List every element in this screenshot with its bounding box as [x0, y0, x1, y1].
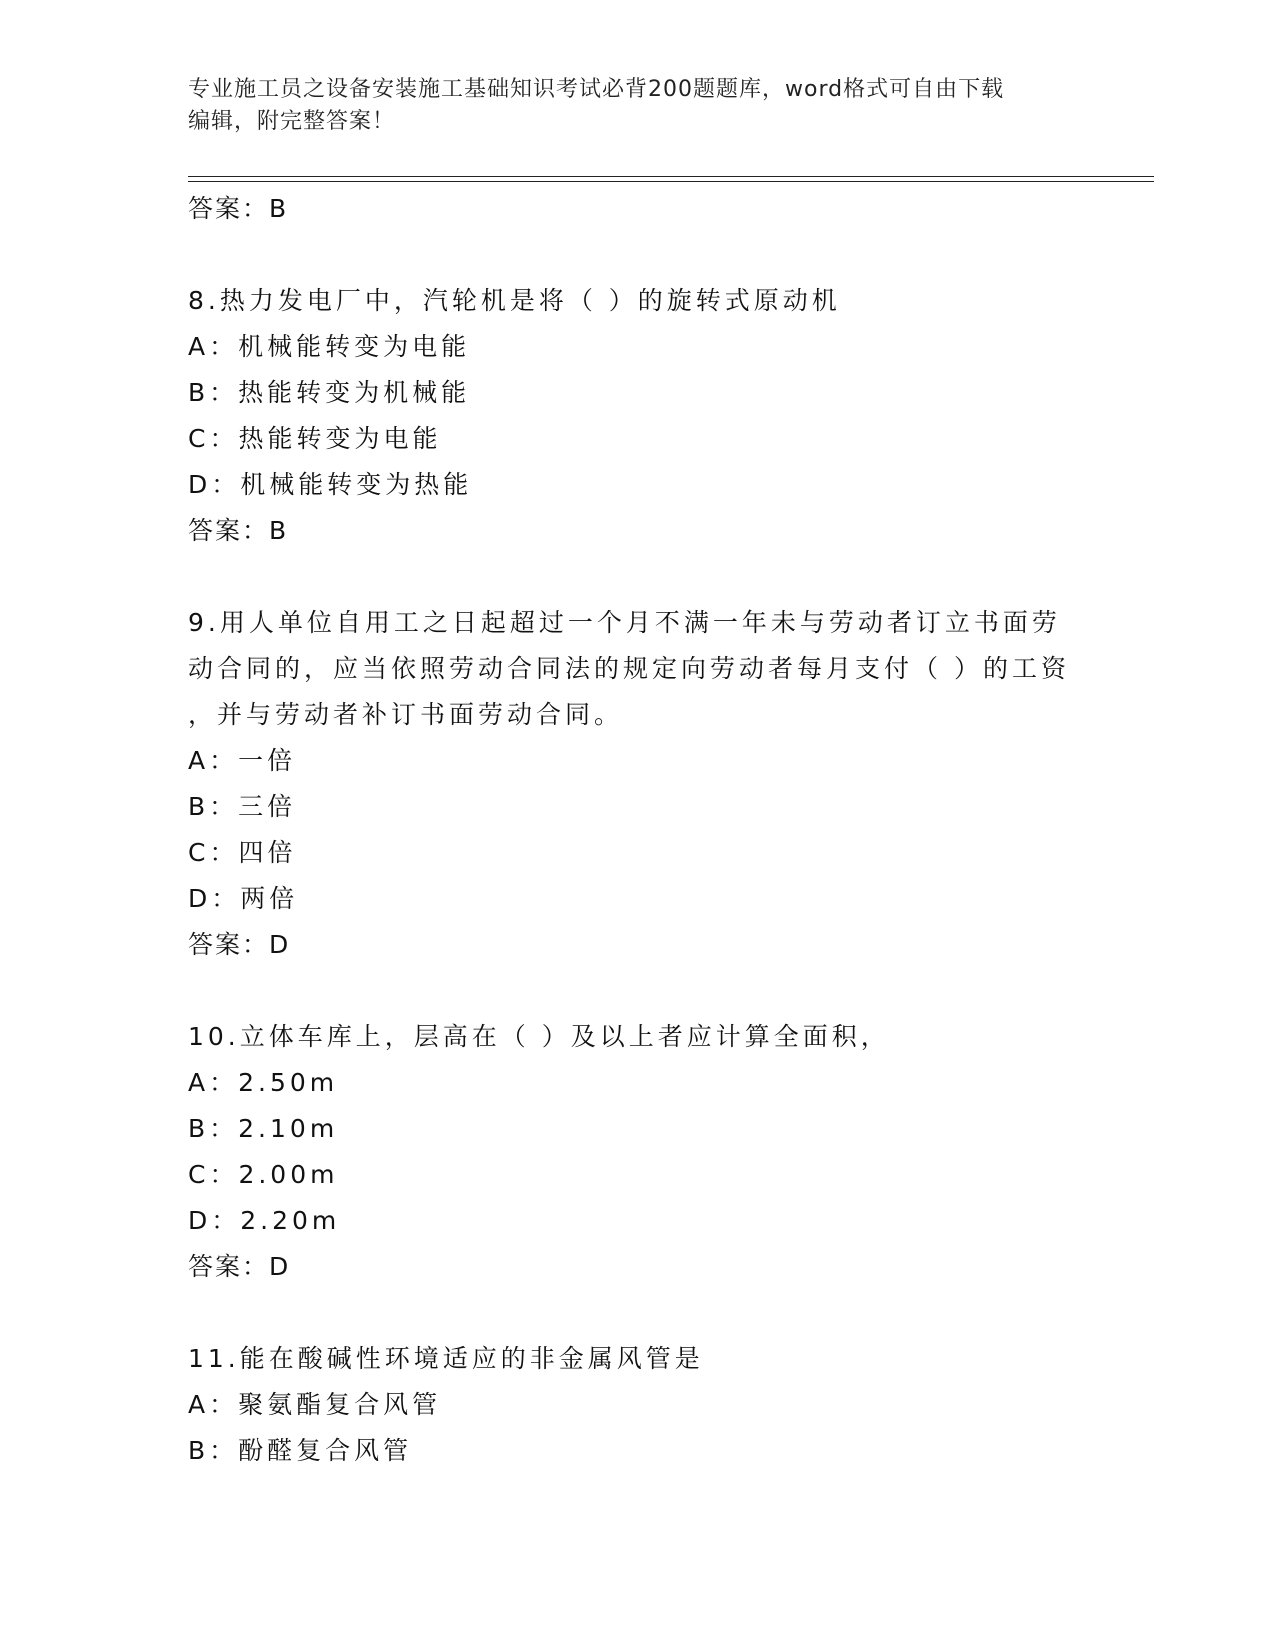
document-header [188, 74, 1068, 138]
spacer [188, 968, 1088, 1014]
option-a: A：一倍 [188, 746, 297, 775]
question-stem: 动合同的，应当依照劳动合同法的规定向劳动者每月支付（ ）的工资 [188, 654, 1070, 683]
question-9 [188, 600, 1088, 968]
question-stem: 10.立体车库上，层高在（ ）及以上者应计算全面积， [188, 1022, 890, 1051]
header-line-2: 编辑，附完整答案！ [188, 109, 396, 134]
option-c: C：2.00m [188, 1160, 339, 1189]
option-c: C：四倍 [188, 838, 297, 867]
spacer [188, 554, 1088, 600]
header-divider-bottom [188, 181, 1154, 182]
option-c: C：热能转变为电能 [188, 424, 442, 453]
option-b: B：2.10m [188, 1114, 339, 1143]
option-a: A：聚氨酯复合风管 [188, 1390, 442, 1419]
spacer [188, 1290, 1088, 1336]
question-11 [188, 1336, 1088, 1474]
option-b: B：酚醛复合风管 [188, 1436, 413, 1465]
question-8 [188, 278, 1088, 554]
question-stem: 8.热力发电厂中，汽轮机是将（ ）的旋转式原动机 [188, 286, 841, 315]
header-line-1: 专业施工员之设备安装施工基础知识考试必背200题题库，word格式可自由下载 [188, 77, 1005, 102]
question-stem: 9.用人单位自用工之日起超过一个月不满一年未与劳动者订立书面劳 [188, 608, 1061, 637]
answer-line: 答案：B [188, 516, 289, 545]
question-stem: 11.能在酸碱性环境适应的非金属风管是 [188, 1344, 704, 1373]
option-b: B：热能转变为机械能 [188, 378, 471, 407]
answer-line: 答案：B [188, 194, 289, 223]
option-d: D：两倍 [188, 884, 299, 913]
option-a: A：机械能转变为电能 [188, 332, 471, 361]
question-10 [188, 1014, 1088, 1290]
option-b: B：三倍 [188, 792, 297, 821]
answer-line: 答案：D [188, 1252, 291, 1281]
question-list [188, 186, 1088, 1474]
header-divider-top [188, 176, 1154, 177]
spacer [188, 232, 1088, 278]
option-a: A：2.50m [188, 1068, 339, 1097]
answer-line: 答案：D [188, 930, 291, 959]
question-stem: ，并与劳动者补订书面劳动合同。 [188, 700, 624, 729]
option-d: D：2.20m [188, 1206, 341, 1235]
option-d: D：机械能转变为热能 [188, 470, 473, 499]
